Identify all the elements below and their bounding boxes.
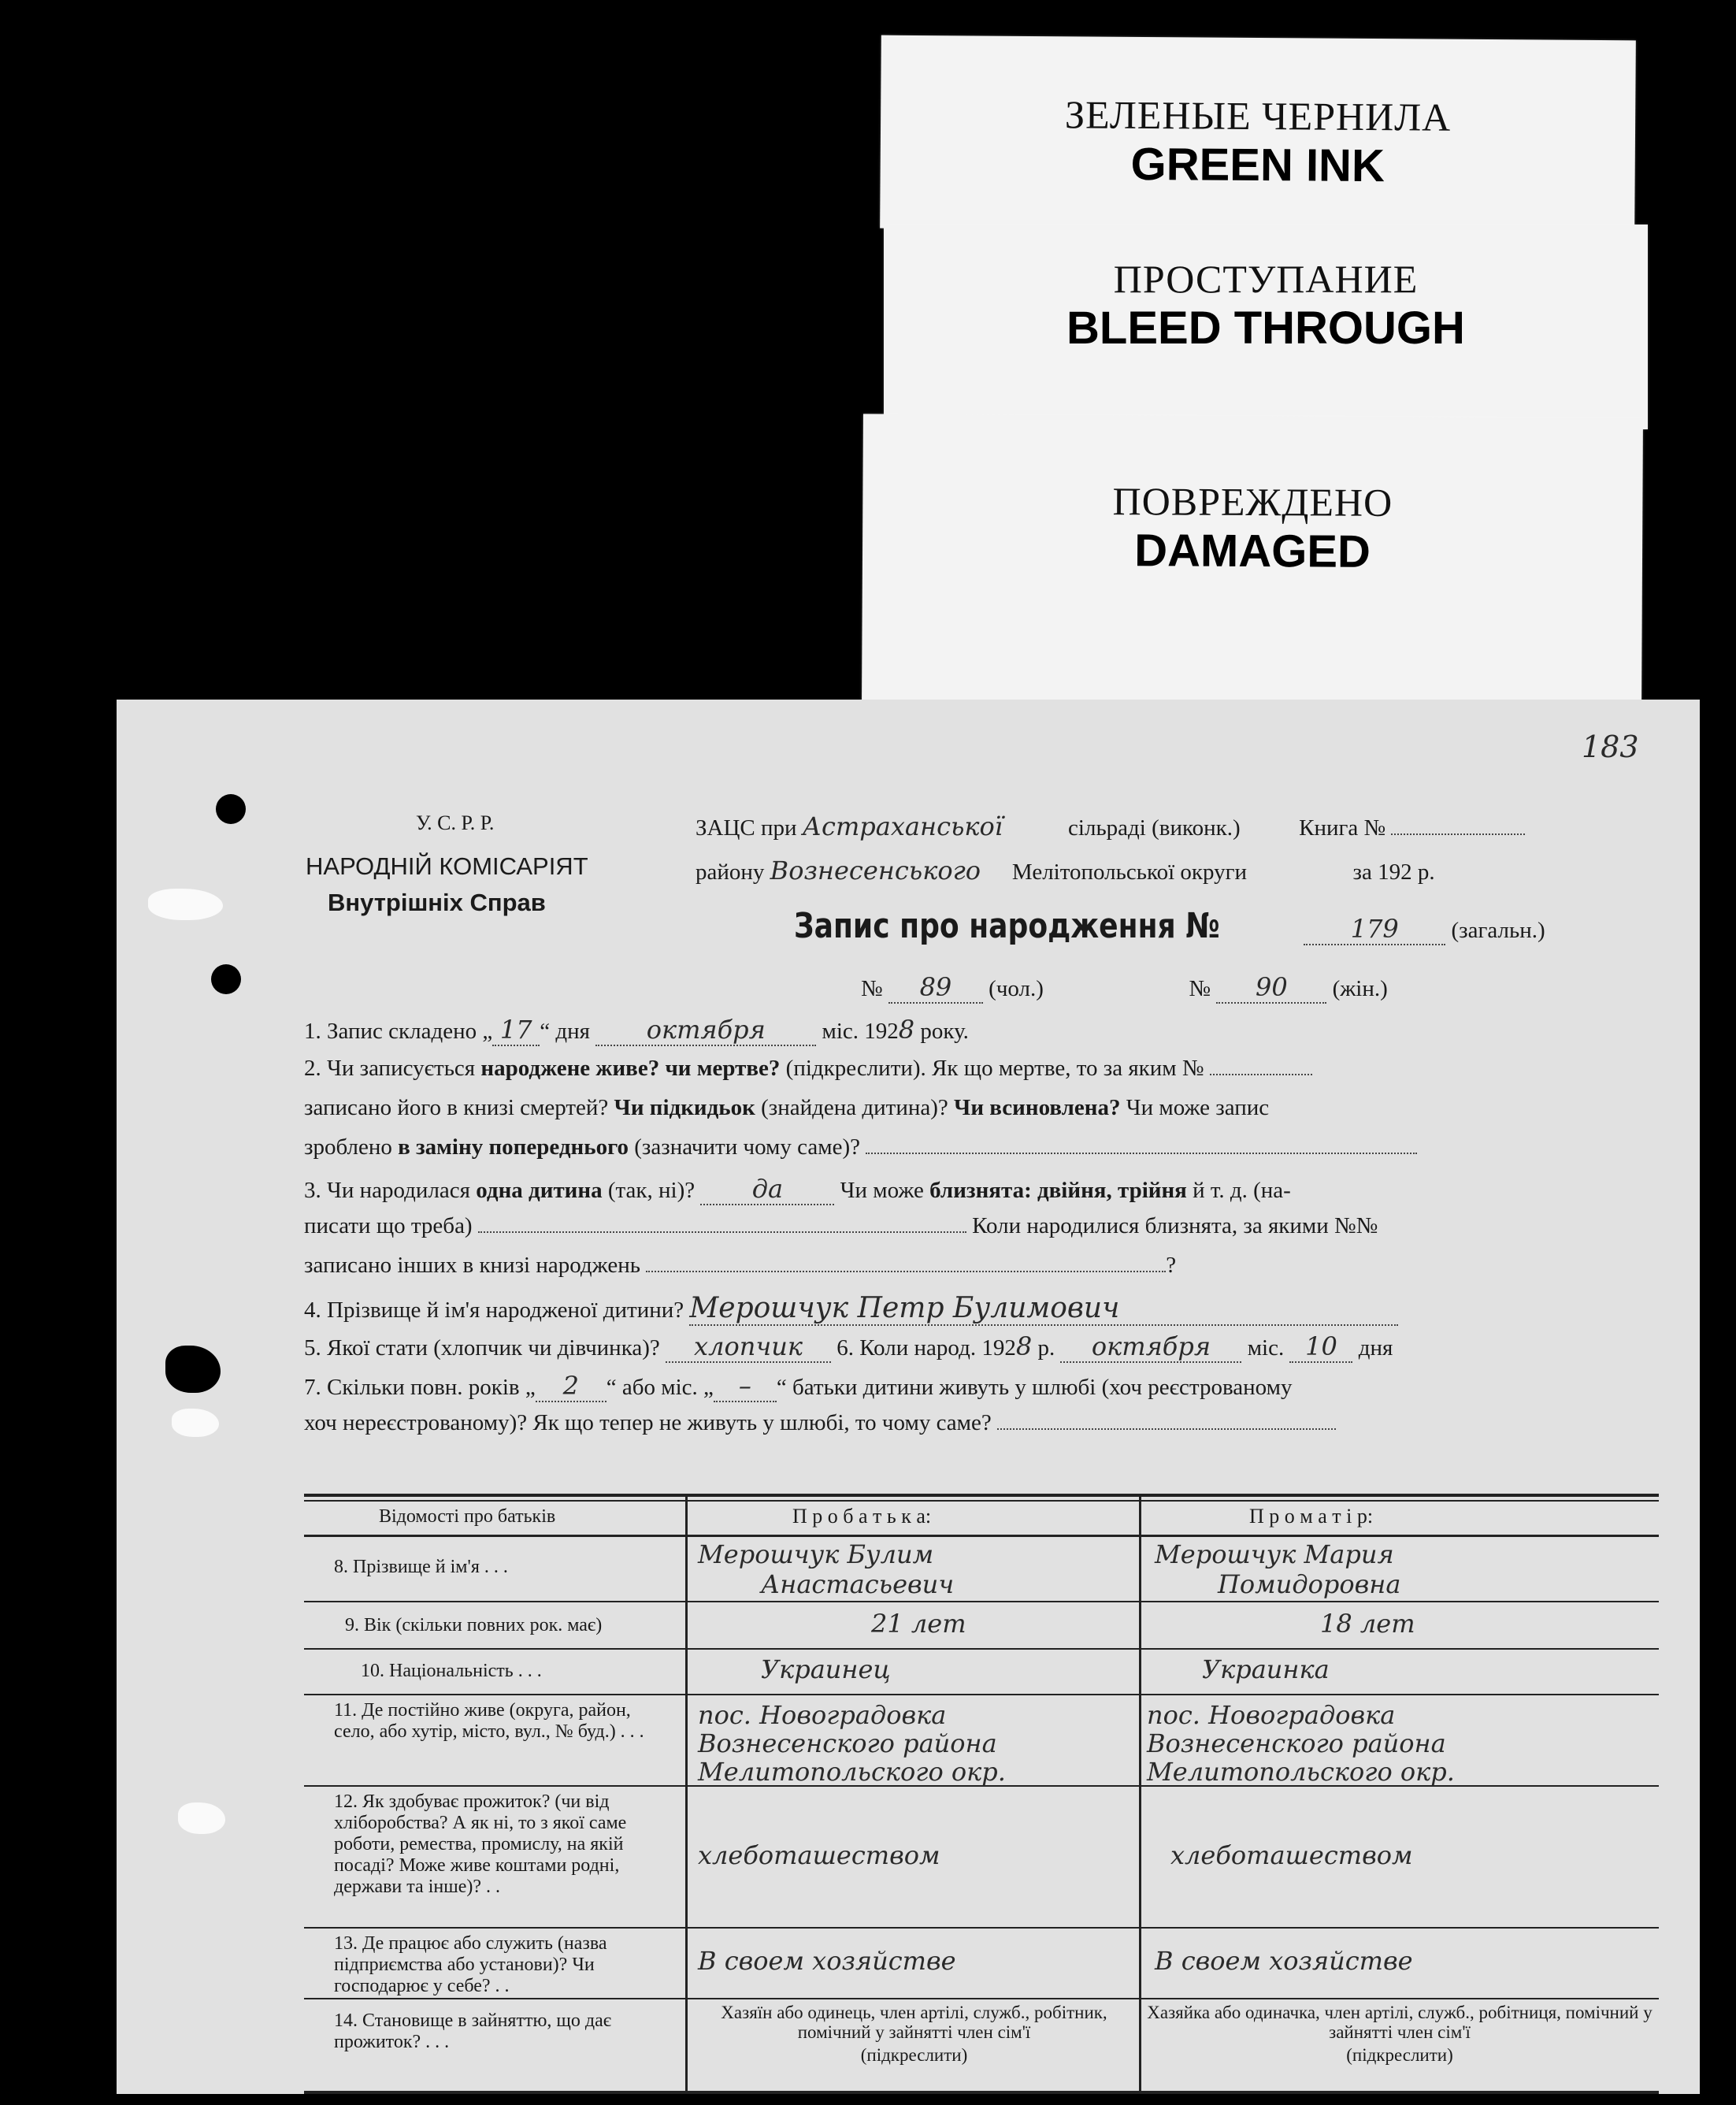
green-ink-en: GREEN INK	[1130, 138, 1385, 192]
marriage-years: 2	[536, 1371, 606, 1402]
mother-livelihood: хлеботашеством	[1170, 1840, 1413, 1870]
item-2-line-1: 2. Чи записується народжене живе? чи мертве? (підкреслити). Як що мертве, то за яким №	[304, 1056, 1659, 1082]
mother-occupation-status: Хазяйка або одиначка, член артілі, служб., робітниця, помічний у зайнятті член сім'ї	[1147, 2003, 1653, 2042]
child-name: Мерошчук Петр Булимович	[689, 1292, 1398, 1326]
item-2-line-2: записано його в книзі смертей? Чи підкидьок (знайдена дитина)? Чи всиновлена? Чи може запис	[304, 1095, 1270, 1120]
item-3-line-1: 3. Чи народилася одна дитина (так, ні)? да Чи може близнята: двійня, трійня й т. д. (на-	[304, 1174, 1291, 1204]
mother-workplace: В своем хозяйстве	[1155, 1946, 1413, 1976]
single-child-answer: да	[700, 1174, 834, 1205]
father-nationality: Украинец	[761, 1654, 891, 1684]
father-residence-line-1: пос. Новоградовка	[698, 1700, 947, 1730]
year-label: за 192 р.	[1352, 859, 1435, 885]
record-title-line	[794, 906, 1545, 946]
mother-residence-line-1: пос. Новоградовка	[1147, 1700, 1396, 1730]
table-row-label: 13. Де працює або служить (назва підприємства або установи)? Чи господарює у себе? . .	[334, 1933, 607, 1996]
father-workplace: В своем хозяйстве	[698, 1946, 956, 1976]
father-residence-line-2: Вознесенского района	[698, 1728, 997, 1758]
item-4: 4. Прізвище й ім'я народженої дитини? Мерошчук Петр Булимович	[304, 1292, 1659, 1326]
record-day: 17	[492, 1015, 540, 1046]
record-title: Запис про народження №	[794, 906, 1220, 946]
table-row-label: 10. Національність . . .	[361, 1661, 542, 1681]
child-sex: хлопчик	[666, 1331, 831, 1363]
damaged-ru: ПОВРЕЖДЕНО	[1112, 479, 1393, 525]
table-head-father: П р о б а т ь к а:	[792, 1505, 932, 1528]
male-number: 89	[888, 972, 983, 1004]
district-value: Вознесенського	[770, 856, 981, 885]
father-surname-line-1: Мерошчук Булим	[698, 1539, 934, 1569]
damaged-en: DAMAGED	[1134, 525, 1371, 577]
mother-age: 18 лет	[1320, 1609, 1415, 1639]
commissariat-header: НАРОДНІЙ КОМІСАРІЯТ	[306, 852, 588, 880]
internal-affairs-header: Внутрішніх Справ	[328, 889, 546, 916]
zags-value: Астраханської	[802, 811, 1003, 841]
district-prefix: району	[696, 859, 765, 885]
birth-month: октября	[1060, 1331, 1241, 1363]
table-row-label: 12. Як здобуває прожиток? (чи від хліборобства? А як ні, то з якої саме роботи, ремества, промислу, на якій посаді? Може живе коштами родні, держави та інше)? . .	[334, 1791, 627, 1897]
father-underline-note: (підкреслити)	[860, 2045, 968, 2065]
paper-tear	[172, 1409, 219, 1437]
mother-underline-note: (підкреслити)	[1346, 2045, 1453, 2065]
damaged-label-card	[862, 414, 1643, 705]
female-no-label: №	[1189, 976, 1211, 1001]
binder-hole	[211, 964, 241, 994]
father-surname-line-2: Анастасьевич	[761, 1569, 955, 1599]
birth-year-digit: 8	[1015, 1331, 1033, 1361]
item-3-line-2: писати що треба) Коли народилися близнята, за якими №№	[304, 1213, 1378, 1238]
item-1: 1. Запис складено „ 17 “ дня октября міс. 1928 року.	[304, 1015, 969, 1045]
mother-surname-line-1: Мерошчук Мария	[1155, 1539, 1394, 1569]
mother-residence-line-3: Мелитопольского окр.	[1147, 1757, 1455, 1787]
marriage-months: –	[714, 1371, 777, 1402]
paper-tear	[178, 1802, 225, 1834]
item-2-line-3: зроблено в заміну попереднього (зазначити чому саме)?	[304, 1134, 1659, 1160]
green-ink-ru: ЗЕЛЕНЫЕ ЧЕРНИЛА	[1064, 92, 1452, 139]
district-line	[696, 856, 1435, 885]
birth-record-document	[117, 700, 1700, 2094]
mother-nationality: Украинка	[1202, 1654, 1330, 1684]
green-ink-label-card	[880, 35, 1636, 234]
father-age: 21 лет	[871, 1609, 966, 1639]
father-occupation-status: Хазяїн або одинець, член артілі, служб., робітник, помічний у зайнятті член сім'ї	[721, 2003, 1107, 2042]
female-number: 90	[1216, 972, 1326, 1004]
mother-surname-line-2: Помидоровна	[1218, 1569, 1401, 1599]
item-3-line-3: записано інших в книзі народжень ?	[304, 1253, 1177, 1278]
father-livelihood: хлеботашеством	[698, 1840, 940, 1870]
book-label: Книга №	[1299, 815, 1386, 841]
mother-residence-line-2: Вознесенского района	[1147, 1728, 1446, 1758]
table-head-info: Відомості про батьків	[379, 1506, 556, 1527]
item-7-line-2: хоч нереєстрованому)? Як що тепер не живуть у шлюбі, то чому саме?	[304, 1410, 1659, 1436]
bleed-through-ru: ПРОСТУПАНИЕ	[1113, 257, 1419, 301]
district-suffix: Мелітопольської округи	[1011, 859, 1247, 885]
bleed-through-label-card	[884, 225, 1648, 429]
father-residence-line-3: Мелитопольского окр.	[698, 1757, 1006, 1787]
table-row-label: 14. Становище в зайняттю, що дає прожиток? . . .	[334, 2010, 612, 2052]
paper-tear	[148, 889, 223, 920]
zags-prefix: ЗАЦС при	[696, 815, 797, 841]
table-head-mother: П р о м а т і р:	[1249, 1505, 1374, 1528]
record-month: октября	[595, 1015, 816, 1046]
total-label: (загальн.)	[1451, 918, 1545, 943]
bleed-through-en: BLEED THROUGH	[1066, 303, 1465, 354]
male-label: (чол.)	[989, 976, 1044, 1001]
record-year-digit: 8	[898, 1015, 915, 1045]
table-row-label: 8. Прізвище й ім'я . . .	[334, 1557, 508, 1577]
table-row-label: 11. Де постійно живе (округа, район, село, або хутір, місто, вул., № буд.) . . .	[334, 1700, 644, 1742]
record-number: 179	[1304, 914, 1445, 945]
male-no-label: №	[861, 976, 883, 1001]
zags-line	[696, 811, 1525, 841]
female-label: (жін.)	[1332, 976, 1388, 1001]
item-5-6: 5. Якої стати (хлопчик чи дівчинка)? хлопчик 6. Коли народ. 1928 р. октября міс. 10 дня	[304, 1331, 1393, 1361]
gender-numbers-line	[861, 972, 1388, 1004]
birth-day: 10	[1289, 1331, 1352, 1363]
ussr-header: У. С. Р. Р.	[416, 811, 495, 834]
paper-tear	[165, 1346, 221, 1393]
table-row-label: 9. Вік (скільки повних рок. має)	[345, 1615, 603, 1635]
item-7-line-1: 7. Скільки повн. років „ 2 “ або міс. „ – “ батьки дитини живуть у шлюбі (хоч реєстрованому	[304, 1371, 1293, 1401]
page-number: 183	[1582, 730, 1639, 764]
zags-suffix: сільраді (виконк.)	[1068, 815, 1241, 841]
binder-hole	[216, 794, 246, 824]
